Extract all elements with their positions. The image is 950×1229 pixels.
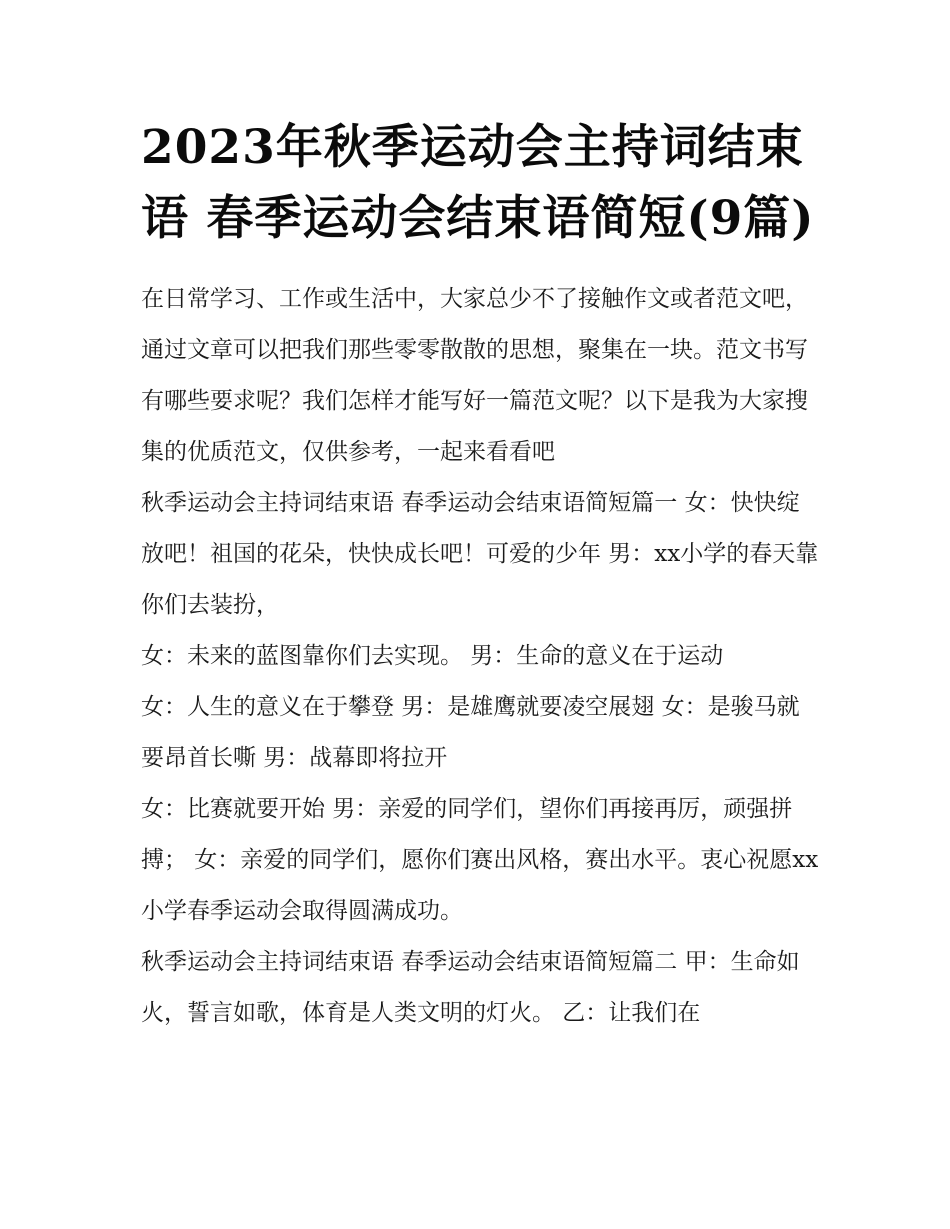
paragraph-competition: 女：比赛就要开始 男：亲爱的同学们，望你们再接再厉，顽强拼搏； 女：亲爱的同学们，愿你们赛出风格，赛出水平。衷心祝愿xx小学春季运动会取得圆满成功。 <box>141 796 819 924</box>
paragraph-climbing: 女：人生的意义在于攀登 男：是雄鹰就要凌空展翅 女：是骏马就要昂首长嘶 男：战幕即将拉开 <box>141 694 800 771</box>
document-page <box>141 112 821 1039</box>
document-title: 2023年秋季运动会主持词结束语 春季运动会结束语简短(9篇) <box>141 120 815 246</box>
paragraph-section-one-start: 秋季运动会主持词结束语 春季运动会结束语简短篇一 女：快快绽放吧！祖国的花朵，快快成长吧！可爱的少年 男：xx小学的春天靠你们去装扮， <box>141 490 819 618</box>
paragraph-intro: 在日常学习、工作或生活中，大家总少不了接触作文或者范文吧，通过文章可以把我们那些零零散散的思想，聚集在一块。范文书写有哪些要求呢？我们怎样才能写好一篇范文呢？以下是我为大家搜集的优质范文，仅供参考，一起来看看吧 <box>141 286 808 465</box>
paragraph-blueprint: 女：未来的蓝图靠你们去实现。 男：生命的意义在于运动 <box>141 643 724 669</box>
document-body <box>141 274 821 1039</box>
paragraph-section-two-start: 秋季运动会主持词结束语 春季运动会结束语简短篇二 甲：生命如火，誓言如歌，体育是人类文明的灯火。 乙：让我们在 <box>141 949 800 1026</box>
